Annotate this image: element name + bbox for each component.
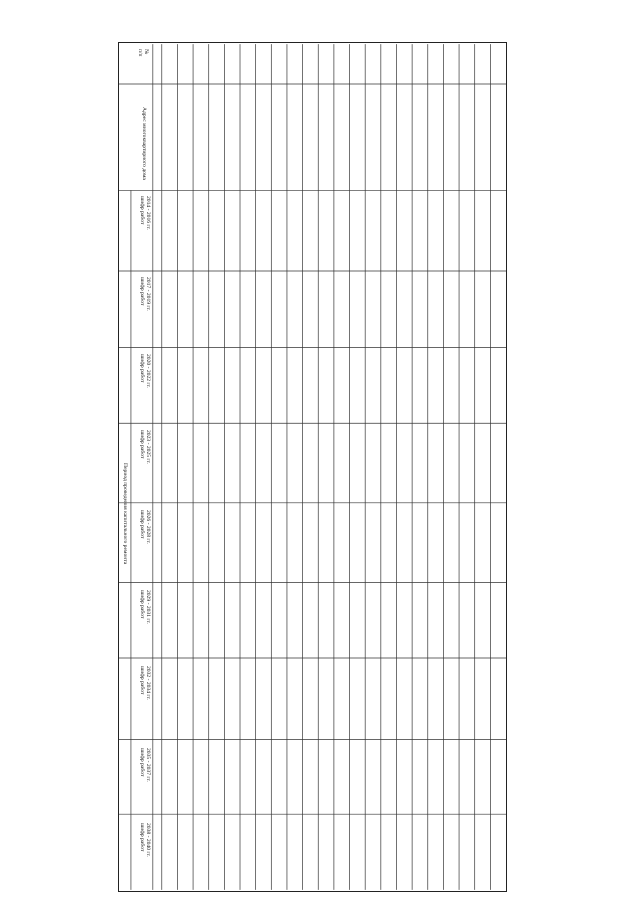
header-period-years: 2026 - 2028 гг. шифр работ <box>138 510 151 544</box>
header-period-years: 2029 - 2031 гг. шифр работ <box>138 590 151 624</box>
header-address: Адрес многоквартирного дома <box>141 107 147 180</box>
header-period-years: 2014 - 2016 гг. шифр работ <box>138 196 151 230</box>
header-period-years: 2023 - 2025 гг. шифр работ <box>138 430 151 464</box>
header-period-years: 2038 - 2040 гг. шифр работ <box>138 823 151 857</box>
header-period-years: 2017 - 2019 гг. шифр работ <box>138 277 151 311</box>
header-period-years: 2035 - 2037 гг. шифр работ <box>138 748 151 782</box>
repair-schedule-table <box>118 42 507 892</box>
header-period-years: 2020 - 2022 гг. шифр работ <box>138 354 151 388</box>
header-period: Период проведения капитального ремонта <box>122 463 128 565</box>
table-grid <box>119 43 506 891</box>
header-number: № п/п <box>136 49 149 57</box>
header-period-years: 2032 - 2034 гг. шифр работ <box>138 666 151 700</box>
